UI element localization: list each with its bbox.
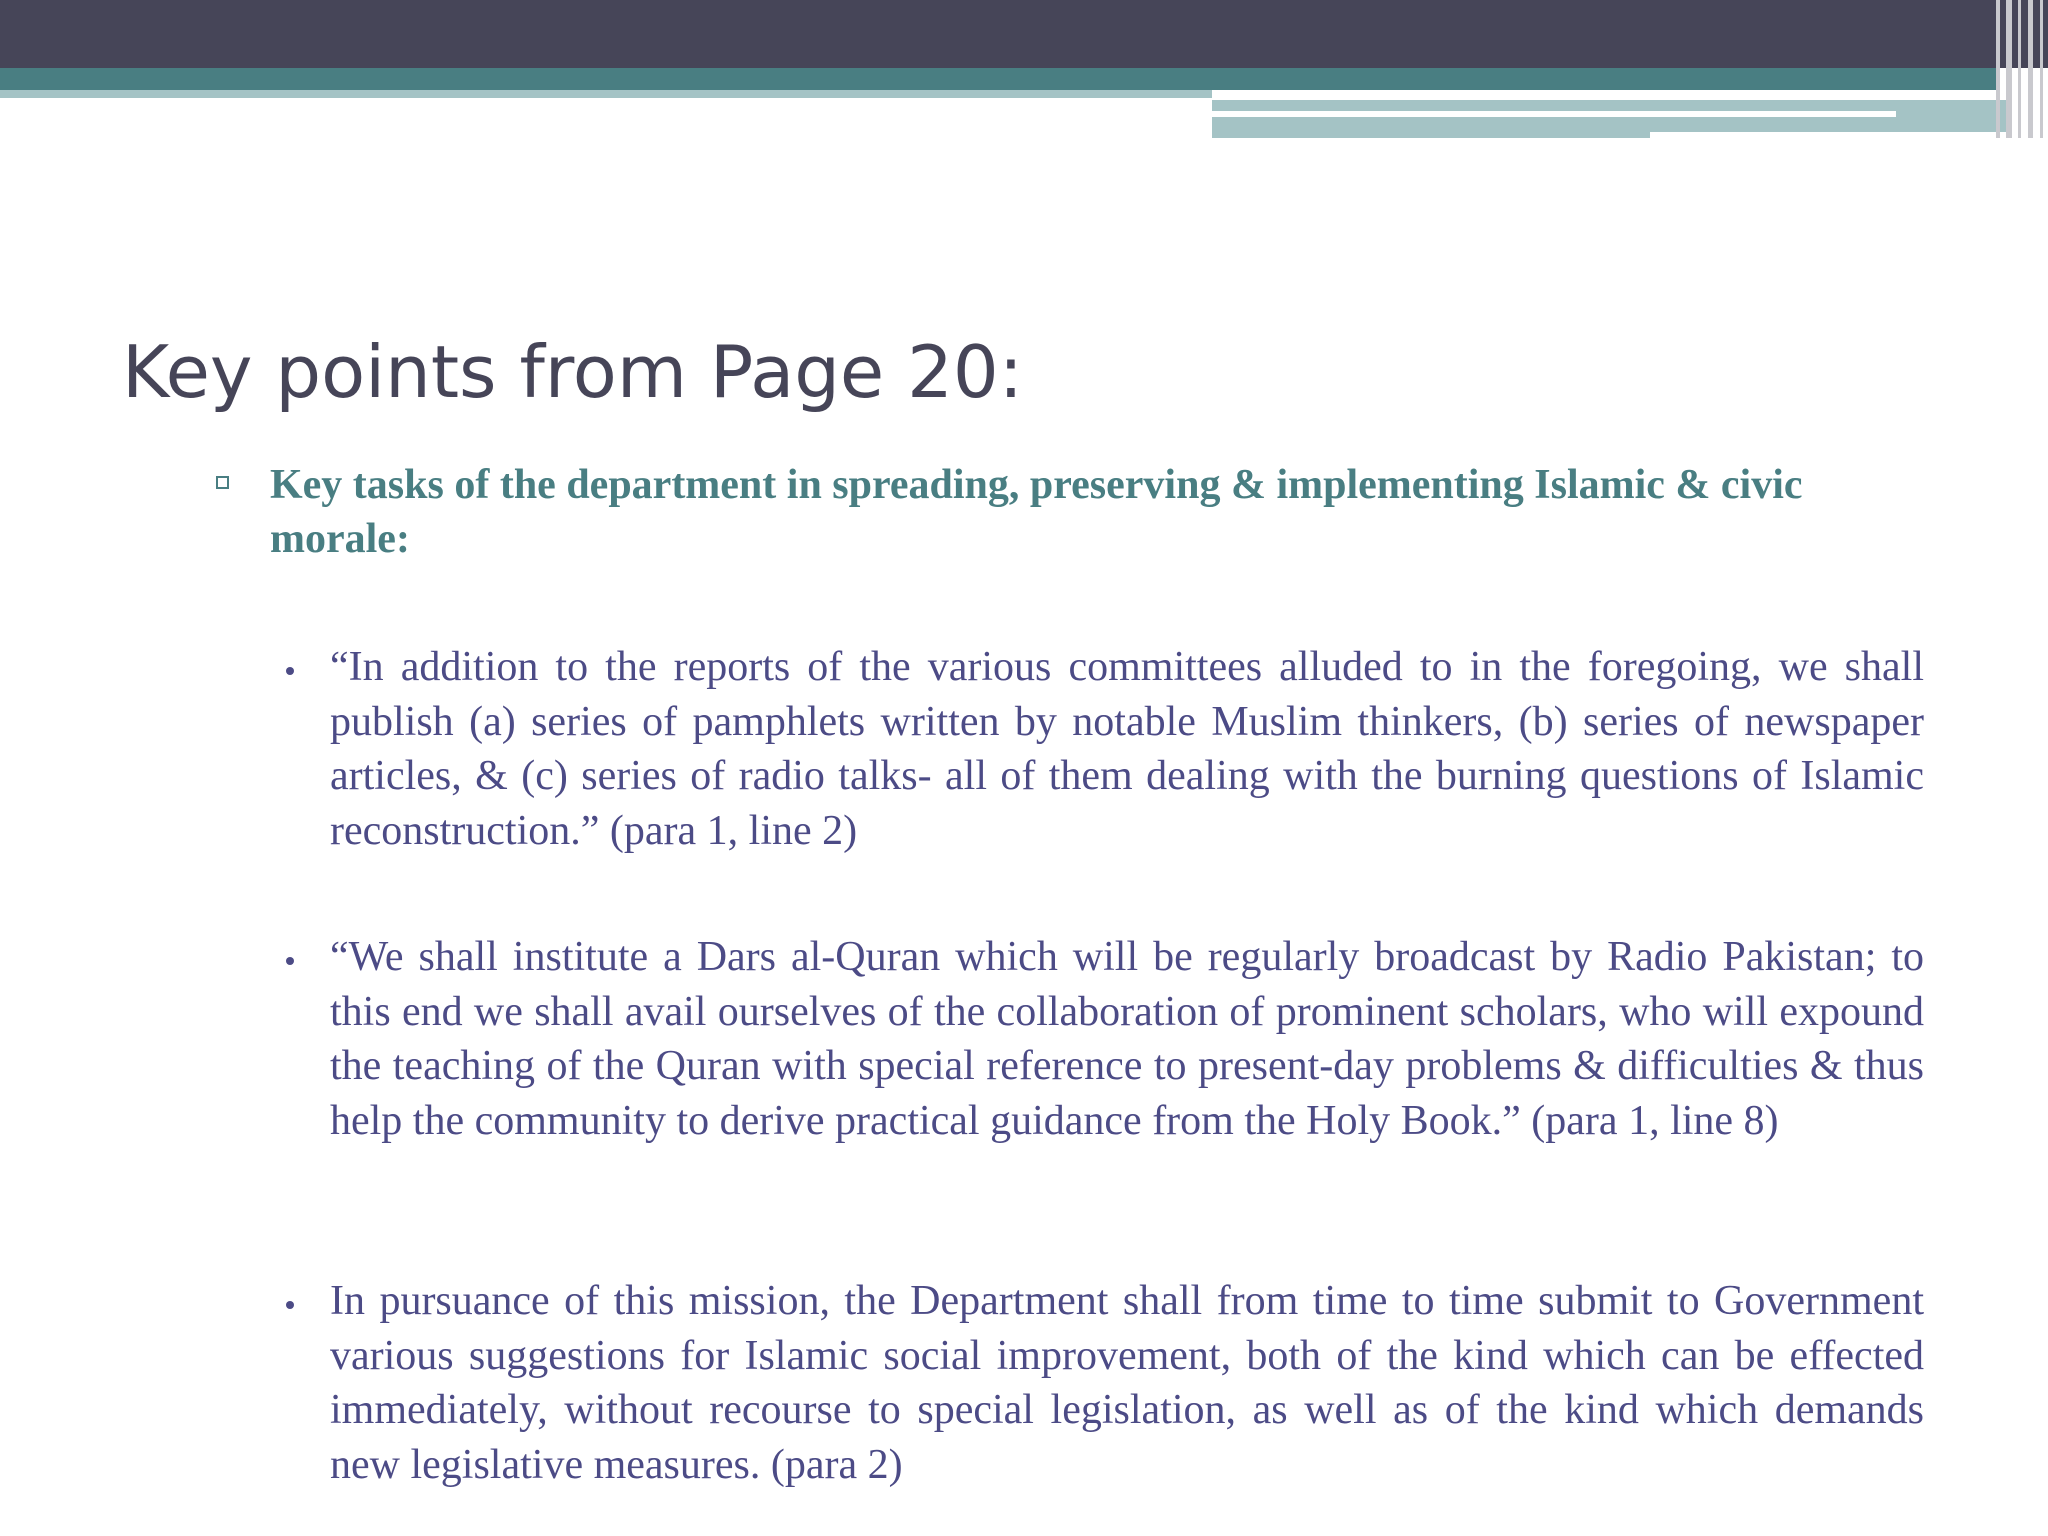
bullet-dot-icon — [286, 1301, 294, 1309]
header-accent-line-lower — [1650, 132, 2048, 138]
header-bar-light-left — [0, 90, 1212, 98]
bullet-dot-icon — [286, 957, 294, 965]
list-item: In pursuance of this mission, the Department shall from time to time submit to Government various suggestions for Islamic social improvement, both of the kind which can be effected immediately, without recourse to special legislation, as well as of the kind which demands new legislative measures. (para 2) — [330, 1278, 1924, 1488]
header-bar-dark — [0, 0, 2048, 68]
bullet-dot-icon — [286, 667, 294, 675]
header-stripes — [1990, 0, 2048, 138]
square-bullet-icon — [216, 476, 229, 489]
list-item: “In addition to the reports of the various committees alluded to in the foregoing, we shall publish (a) series of pamphlets written by notable Muslim thinkers, (b) series of newspaper articles, & (c) series of radio talks- all of them dealing with the burning questions of Islamic reconstruction.” (para 1, line 2) — [330, 644, 1924, 854]
header-bar-teal — [0, 68, 2000, 90]
header-accent-line — [1212, 111, 1896, 117]
section-heading: Key tasks of the department in spreading, preserving & implementing Islamic & civic morale: — [270, 462, 1803, 562]
list-item: “We shall institute a Dars al-Quran which will be regularly broadcast by Radio Pakistan; to this end we shall avail ourselves of the collaboration of prominent scholars, who will expound the teaching of the Quran with special reference to present-day problems & difficulties & thus help the community to derive practical guidance from the Holy Book.” (para 1, line 8) — [330, 934, 1924, 1144]
slide-title: Key points from Page 20: — [122, 330, 1023, 414]
